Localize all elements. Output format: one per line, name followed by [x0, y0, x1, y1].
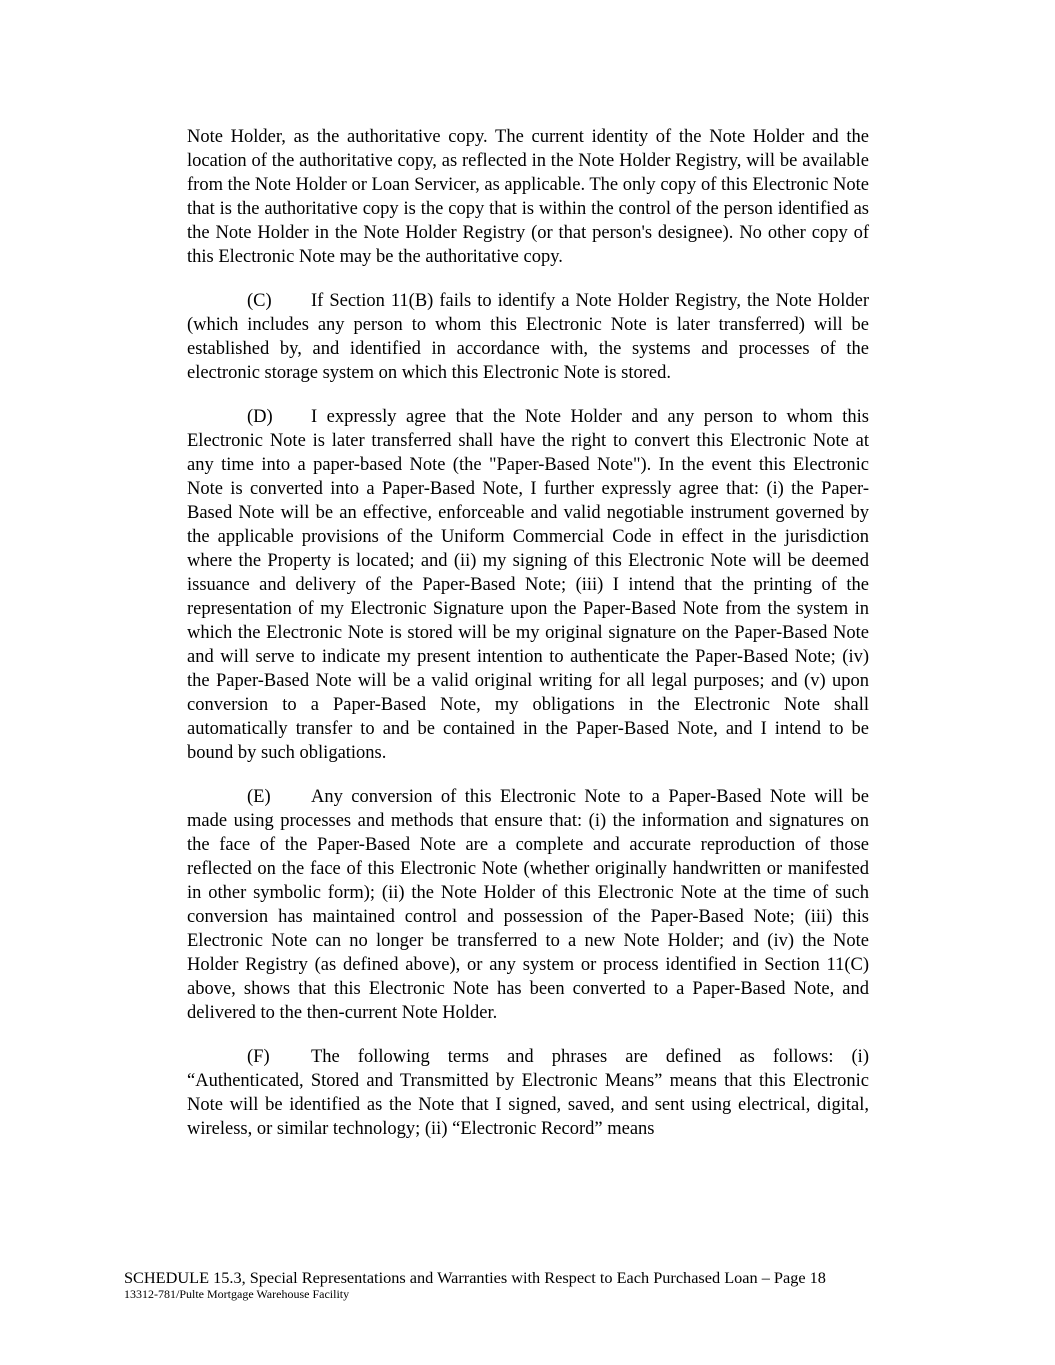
paragraph-f [187, 1045, 869, 1141]
paragraph-d [187, 405, 869, 765]
paragraph-letter: (C) [247, 291, 272, 311]
paragraph-letter: (D) [247, 407, 273, 427]
footer-document-id: 13312-781/Pulte Mortgage Warehouse Facility [124, 1287, 350, 1301]
paragraph-b-continuation [187, 125, 869, 269]
paragraph-text: If Section 11(B) fails to identify a Note Holder Registry, the Note Holder (which includes any person to whom this Electronic Note is later transferred) will be established by, and identified in accordance with, the systems and processes of the electronic storage system on which this Electronic Note is stored. [187, 291, 869, 383]
paragraph-c [187, 289, 869, 385]
paragraph-text: The following terms and phrases are defined as follows: (i) “Authenticated, Stored and Transmitted by Electronic Means” means that this Electronic Note will be identified as the Note that I signed, saved, and sent using electrical, digital, wireless, or similar technology; (ii) “Electronic Record” means [187, 1047, 869, 1139]
paragraph-letter: (E) [247, 787, 271, 807]
paragraph-text: I expressly agree that the Note Holder and any person to whom this Electronic Note is later transferred shall have the right to convert this Electronic Note at any time into a paper-based Note (the "Paper-Based Note"). In the event this Electronic Note is converted into a Paper-Based Note, I further expressly agree that: (i) the Paper-Based Note will be an effective, enforceable and valid negotiable instrument governed by the applicable provisions of the Uniform Commercial Code in effect in the jurisdiction where the Property is located; and (ii) my signing of this Electronic Note will be deemed issuance and delivery of the Paper-Based Note; (iii) I intend that the printing of the representation of my Electronic Signature upon the Paper-Based Note from the system in which the Electronic Note is stored will be my original signature on the Paper-Based Note and will serve to indicate my present intention to authenticate the Paper-Based Note; (iv) the Paper-Based Note will be a valid original writing for all legal purposes; and (v) upon conversion to a Paper-Based Note, my obligations in the Electronic Note shall automatically transfer to and be contained in the Paper-Based Note, and I intend to be bound by such obligations. [187, 407, 869, 763]
document-body [187, 125, 869, 1161]
paragraph-text: Note Holder, as the authoritative copy. The current identity of the Note Holder and the location of the authoritative copy, as reflected in the Note Holder Registry, will be available from the Note Holder or Loan Servicer, as applicable. The only copy of this Electronic Note that is the authoritative copy is the copy that is within the control of the person identified as the Note Holder in the Note Holder Registry (or that person's designee). No other copy of this Electronic Note may be the authoritative copy. [187, 127, 869, 267]
footer-schedule-title: SCHEDULE 15.3, Special Representations and Warranties with Respect to Each Purchased Loan – Page 18 [124, 1268, 826, 1287]
paragraph-e [187, 785, 869, 1025]
paragraph-letter: (F) [247, 1047, 270, 1067]
page-footer [124, 1268, 884, 1302]
paragraph-text: Any conversion of this Electronic Note to a Paper-Based Note will be made using processes and methods that ensure that: (i) the information and signatures on the face of the Paper-Based Note are a complete and accurate reproduction of those reflected on the face of this Electronic Note (whether originally handwritten or manifested in other symbolic form); (ii) the Note Holder of this Electronic Note at the time of such conversion has maintained control and possession of the Paper-Based Note; (iii) this Electronic Note can no longer be transferred to a new Note Holder; and (iv) the Note Holder Registry (as defined above), or any system or process identified in Section 11(C) above, shows that this Electronic Note has been converted to a Paper-Based Note, and delivered to the then-current Note Holder. [187, 787, 869, 1023]
